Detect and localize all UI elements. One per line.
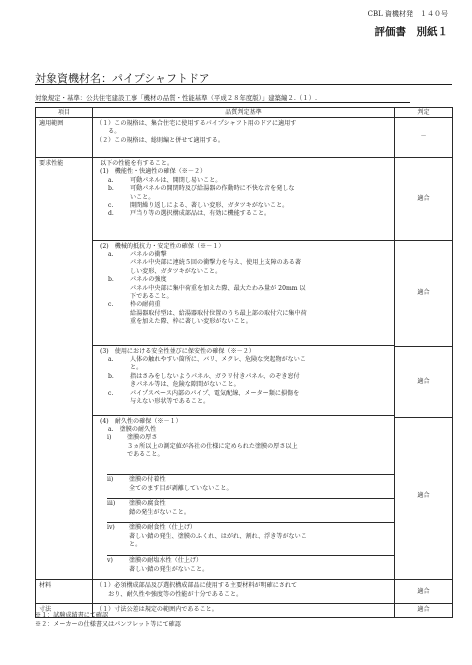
item-key: i)	[107, 434, 112, 442]
item-line: パイプスペース内部のパイプ、電気配線、メーター類に損傷を	[130, 389, 300, 397]
item-key: c.	[108, 202, 114, 210]
group-2-title: (2) 機械的抵抗力・安定性の確保（※－１）	[100, 242, 225, 250]
item-line: 給湯器取付型は、給湯器取付位置のうち最上部の取付穴に集中荷	[130, 309, 307, 317]
item-line: 可動パネルは、開閉し易いこと。	[130, 176, 222, 184]
group-2-item-c	[96, 301, 391, 326]
group-1-title: (1) 機能性・快適性の確保（※－２）	[100, 168, 207, 176]
requirements-group-1	[93, 158, 394, 240]
item-line: 塗膜の耐塩水性（仕上げ）	[129, 557, 203, 565]
document-number: CBL 資機材発 １４０号	[367, 10, 448, 18]
item-line: 開閉繰り返しによる、著しい変形、ガタツキがないこと。	[130, 202, 289, 210]
footnotes	[35, 611, 181, 629]
item-line: 下であること。	[130, 292, 173, 300]
group-4-title: (4) 耐久性の確保（※－１）	[100, 417, 182, 425]
standard-underline	[35, 102, 410, 103]
item-key: b.	[108, 276, 114, 284]
scope-item: 適用範囲	[36, 118, 93, 158]
group-4-item-iv	[107, 522, 394, 555]
item-line: 著しい錆の発生がないこと。	[129, 565, 209, 573]
item-line: パネルの衝撃	[130, 250, 167, 258]
materials-item: 材料	[36, 580, 93, 604]
group-3-criteria	[93, 345, 394, 415]
group-1-item-d	[96, 210, 391, 218]
item-key: b.	[108, 372, 114, 380]
header-verdict: 判定	[395, 108, 453, 118]
table-header-row	[36, 108, 453, 118]
item-line: 与えない形状等であること。	[130, 397, 210, 405]
item-key: c.	[108, 301, 114, 309]
table-row-scope	[36, 118, 453, 158]
dimensions-item: 寸法	[36, 604, 93, 617]
group-3-title: (3) 使用における安全性並びに保安性の確保（※－２）	[100, 347, 255, 355]
group-4-item-iii	[107, 498, 394, 522]
item-line: しい変形、ガタツキがないこと。	[130, 267, 222, 275]
header-criteria: 品質判定基準	[93, 108, 395, 118]
item-line: と。	[130, 364, 143, 372]
item-line: いこと。	[130, 193, 155, 201]
requirements-group-3	[93, 345, 394, 415]
group-3-item-a	[96, 356, 391, 373]
material-name: 対象資機材名：パイプシャフトドア	[35, 72, 210, 85]
group-1-item-b	[96, 185, 391, 202]
scope-line: （２）この規格は、総則編と併せて適用する。	[96, 136, 224, 144]
scope-line: る。	[96, 128, 121, 136]
scope-criteria	[93, 118, 395, 158]
group-4-item-v	[107, 555, 394, 579]
requirements-subtable	[93, 158, 394, 579]
group-4-subtitle: a. 塗膜の耐久性	[108, 425, 157, 433]
scope-verdict: －	[395, 118, 453, 158]
group-1-criteria	[93, 158, 394, 240]
item-line: 枠の耐荷重	[130, 301, 161, 309]
group-3-item-c	[96, 390, 391, 407]
item-line: 指はさみをしないようパネル、ガラリ付きパネル、のぞき窓付	[130, 372, 300, 380]
item-key: c.	[108, 389, 114, 397]
group-2-item-a	[96, 251, 391, 276]
scope-line: （１）この規格は、集合住宅に使用するパイプシャフト用のドアに適用す	[96, 120, 297, 127]
footnote-1: ※１：試験成績書にて確認	[35, 612, 109, 619]
item-key: iii)	[107, 500, 116, 508]
requirements-verdicts	[395, 158, 453, 580]
item-line: と。	[129, 541, 142, 549]
group-1-verdict: 適合	[417, 194, 430, 202]
group-4-item-ii	[107, 474, 394, 498]
item-line: 塗膜の耐食性（仕上げ）	[129, 524, 197, 532]
item-line: 塗膜の厚さ	[127, 434, 158, 442]
item-key: d.	[108, 210, 114, 218]
item-line: であること。	[127, 451, 164, 459]
table-row-requirements	[36, 158, 453, 580]
requirements-intro: 以下の性能を有すること。	[100, 160, 174, 167]
dimensions-line: （１）寸法公差は規定の範囲内であること。	[96, 606, 218, 614]
group-1-item-a	[96, 177, 391, 185]
requirements-group-2	[93, 240, 394, 345]
item-key: v)	[107, 557, 113, 565]
group-3-item-b	[96, 373, 391, 390]
material-name-rule	[35, 84, 452, 85]
requirements-criteria	[93, 158, 395, 580]
item-line: きパネル等は、危険な隙間がないこと。	[130, 381, 240, 389]
item-line: 塗膜の腐食性	[129, 500, 166, 508]
group-4-item-i	[93, 434, 394, 474]
item-line: 人体の触れやすい箇所に、バリ、メクレ、危険な突起物がないこ	[130, 355, 306, 363]
item-line: パネルの強度	[130, 276, 167, 284]
group-4-criteria	[93, 415, 394, 579]
item-line: パネル中央部に集中荷重を加えた際、最大たわみ量が 20mm 以	[130, 284, 306, 292]
footnote-2: ※２：メーカーの仕様書又はパンフレット等にて確認	[35, 621, 181, 628]
requirements-item: 要求性能	[36, 158, 93, 580]
item-key: a.	[108, 355, 114, 363]
materials-line: おり、耐久性や強度等の性能が十分であること。	[96, 590, 243, 598]
criteria-table	[35, 107, 453, 618]
group-4-verdict: 適合	[395, 417, 452, 574]
item-line: 著しい錆の発生、塗膜のふくれ、はがれ、割れ、浮き等がないこ	[129, 532, 307, 540]
group-2-verdict: 適合	[395, 240, 452, 346]
item-line: 全てのます目が剥離していないこと。	[129, 484, 233, 492]
document-title: 評価書 別紙１	[374, 26, 448, 38]
materials-line: （１）必須構成部品及び選択構成部品に使用する主要材料が明確にされて	[96, 582, 298, 590]
item-key: b.	[108, 185, 114, 193]
header-item: 項目	[36, 108, 93, 118]
requirements-group-4	[93, 415, 394, 579]
group-2-item-b	[96, 276, 391, 301]
item-line: 塗膜の付着性	[129, 476, 166, 484]
item-line: パネル中央部に連続５回の衝撃力を与え、使用上支障のある著	[130, 259, 301, 267]
group-2-criteria	[93, 240, 394, 345]
table-row-materials	[36, 580, 453, 604]
item-line: 戸当り等の選択構成部品は、有効に機能すること。	[130, 210, 271, 218]
item-key: a.	[108, 250, 114, 258]
item-line: 錆の発生がないこと。	[129, 508, 190, 516]
item-line: ３ヵ所以上の測定値が各社の仕様に定められた塗膜の厚さ以上	[127, 442, 298, 450]
group-3-verdict: 適合	[395, 346, 452, 417]
materials-criteria	[93, 580, 395, 604]
dimensions-verdict: 適合	[395, 604, 453, 617]
item-key: ii)	[107, 476, 114, 484]
item-line: 重を加えた際、枠に著しい変形がないこと。	[130, 318, 252, 326]
applicable-standard: 対象規定・基準：公共住宅建設工事「機材の品質・性能基準（平成２８年度版）」建築編２.（１）.	[35, 94, 318, 102]
item-key: iv)	[107, 524, 115, 532]
item-line: 可動パネルの開閉時及び給湯器の作動時に不快な音を発しな	[130, 185, 295, 193]
materials-verdict: 適合	[395, 580, 453, 604]
item-key: a.	[108, 176, 114, 184]
